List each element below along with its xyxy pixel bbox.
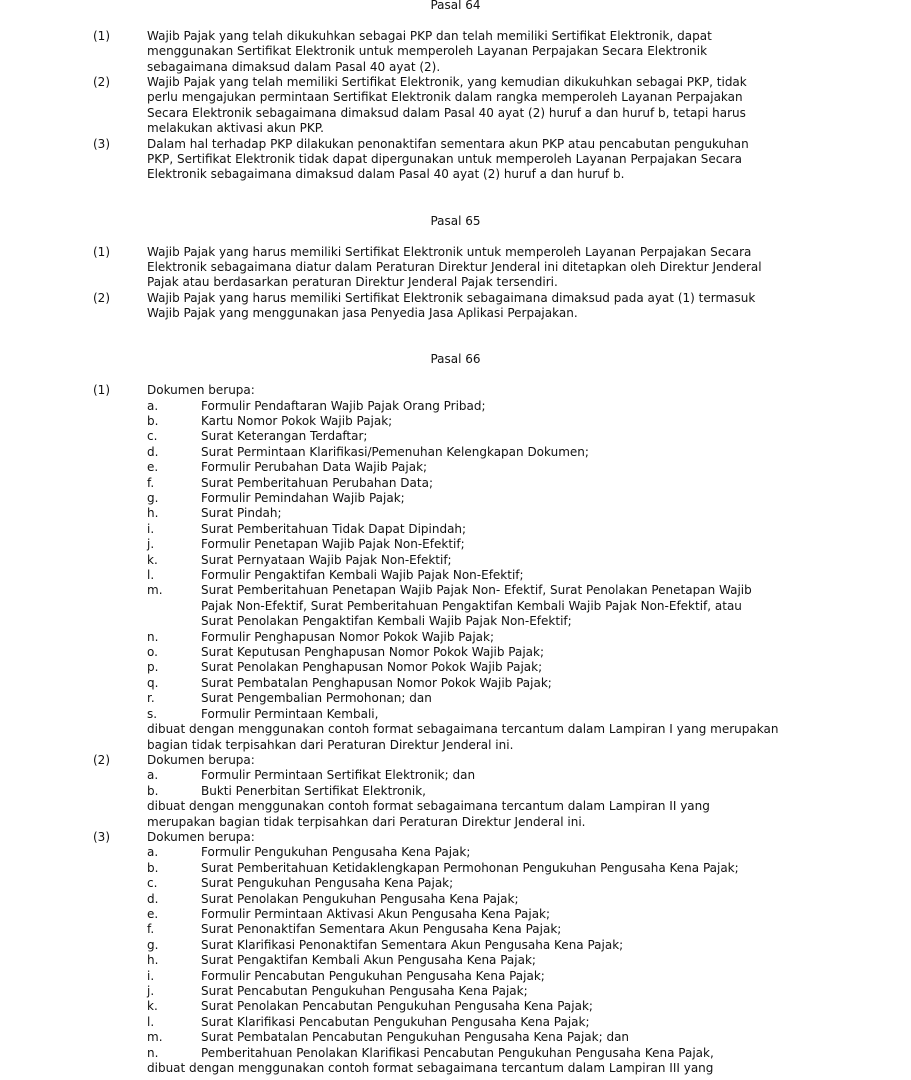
list-letter: j. <box>147 984 155 998</box>
paragraph-text: PKP, Sertifikat Elektronik tidak dapat dipergunakan untuk memperoleh Layanan Perpajakan Secara <box>147 152 742 167</box>
list-item-line <box>0 1015 911 1030</box>
closing-line <box>0 722 911 737</box>
paragraph-text: Wajib Pajak yang harus memiliki Sertifikat Elektronik untuk memperoleh Layanan Perpajakan Secara <box>147 244 752 259</box>
list-item <box>0 583 911 629</box>
list-item-text: Formulir Penetapan Wajib Pajak Non-Efektif; <box>201 537 465 552</box>
list-item <box>0 999 911 1014</box>
list-item <box>0 969 911 984</box>
list-item <box>0 429 911 444</box>
paragraph-text: Secara Elektronik sebagaimana dimaksud dalam Pasal 40 ayat (2) huruf a dan huruf b, tetapi harus <box>147 105 746 120</box>
list-item <box>0 445 911 460</box>
list-item-text: Surat Klarifikasi Pencabutan Pengukuhan Pengusaha Kena Pajak; <box>201 1014 590 1029</box>
list-item-text: Surat Pindah; <box>201 506 282 521</box>
list-item-text: Surat Pembatalan Penghapusan Nomor Pokok Wajib Pajak; <box>201 675 552 690</box>
list-item-line <box>0 969 911 984</box>
list-letter: p. <box>147 660 159 675</box>
list-item <box>0 861 911 876</box>
list-item-line <box>0 784 911 799</box>
list-letter: l. <box>147 568 155 583</box>
list-item-text: Formulir Pencabutan Pengukuhan Pengusaha Kena Pajak; <box>201 968 545 983</box>
list-item-line <box>0 399 911 414</box>
list-item-text: Surat Penolakan Pengukuhan Pengusaha Kena Pajak; <box>201 891 519 906</box>
closing-text: dibuat dengan menggunakan contoh format sebagaimana tercantum dalam Lampiran I yang merupakan <box>147 722 779 737</box>
list-item-line <box>0 676 911 691</box>
article-section <box>0 352 911 1076</box>
list-item <box>0 768 911 783</box>
paragraph-text: sebagaimana dimaksud dalam Pasal 40 ayat (2). <box>147 59 441 74</box>
paragraph-text: Dalam hal terhadap PKP dilakukan penonaktifan sementara akun PKP atau pencabutan pengukuhan <box>147 136 749 151</box>
paragraph-text: Dokumen berupa: <box>147 383 255 398</box>
blank-line <box>0 322 911 337</box>
list-item-text: Surat Pemberitahuan Penetapan Wajib Pajak Non- Efektif, Surat Penolakan Penetapan Wajib <box>201 583 752 598</box>
list-letter: j. <box>147 537 155 552</box>
paragraph-number: (2) <box>93 75 110 90</box>
paragraph-text: Dokumen berupa: <box>147 752 255 767</box>
list-item-line <box>0 414 911 429</box>
paragraph-text: Wajib Pajak yang telah memiliki Sertifikat Elektronik, yang kemudian dikukuhkan sebagai PKP, tidak <box>147 75 747 90</box>
list-item-line <box>0 707 911 722</box>
article-title: Pasal 66 <box>430 352 481 367</box>
paragraph-text: Wajib Pajak yang menggunakan jasa Penyedia Jasa Aplikasi Perpajakan. <box>147 306 578 321</box>
list-item-line <box>0 522 911 537</box>
list-item-text: Surat Pengaktifan Kembali Akun Pengusaha Kena Pajak; <box>201 953 536 968</box>
list-item-text: Surat Pemberitahuan Perubahan Data; <box>201 475 433 490</box>
list-item-text: Formulir Perubahan Data Wajib Pajak; <box>201 460 428 475</box>
list-letter: q. <box>147 675 159 690</box>
list-item-line <box>0 568 911 583</box>
paragraph-item <box>0 383 911 753</box>
closing-line <box>0 799 911 814</box>
list-letter: k. <box>147 552 158 567</box>
list-letter: m. <box>147 1030 163 1045</box>
paragraph-item <box>0 29 911 75</box>
paragraph-line <box>0 753 911 768</box>
article-section <box>0 214 911 322</box>
list-item-text: Surat Pemberitahuan Tidak Dapat Dipindah; <box>201 521 467 536</box>
paragraph-line <box>0 106 911 121</box>
list-item-text: Pajak Non-Efektif, Surat Pemberitahuan Pengaktifan Kembali Wajib Pajak Non-Efektif, atau <box>201 598 742 613</box>
list-item-text: Surat Penolakan Pencabutan Pengukuhan Pengusaha Kena Pajak; <box>201 999 593 1014</box>
list-letter: f. <box>147 475 155 490</box>
closing-line <box>0 1061 911 1076</box>
list-item-line <box>0 999 911 1014</box>
paragraph-line <box>0 260 911 275</box>
paragraph-line <box>0 275 911 290</box>
paragraph-line <box>0 383 911 398</box>
paragraph-number: (3) <box>93 136 110 151</box>
list-item-text: Formulir Pemindahan Wajib Pajak; <box>201 491 405 505</box>
list-item-text: Formulir Permintaan Aktivasi Akun Pengusaha Kena Pajak; <box>201 906 551 921</box>
list-letter: k. <box>147 999 158 1014</box>
list-item-text: Surat Penolakan Penghapusan Nomor Pokok Wajib Pajak; <box>201 660 543 675</box>
paragraph-line <box>0 245 911 260</box>
list-item-line <box>0 907 911 922</box>
paragraph-number: (1) <box>93 28 110 43</box>
list-item-line <box>0 938 911 953</box>
list-item-line <box>0 1030 911 1045</box>
list-item <box>0 399 911 414</box>
paragraph-text: melakukan aktivasi akun PKP. <box>147 121 324 136</box>
list-letter: a. <box>147 845 159 860</box>
list-item <box>0 660 911 675</box>
list-item-line <box>0 861 911 876</box>
list-item-line <box>0 953 911 968</box>
paragraph-line <box>0 60 911 75</box>
closing-line <box>0 815 911 830</box>
list-item <box>0 476 911 491</box>
list-item <box>0 876 911 891</box>
list-item <box>0 907 911 922</box>
list-item-line <box>0 630 911 645</box>
list-item-text: Surat Klarifikasi Penonaktifan Sementara Akun Pengusaha Kena Pajak; <box>201 937 624 952</box>
list-item-text: Surat Permintaan Klarifikasi/Pemenuhan Kelengkapan Dokumen; <box>201 444 589 459</box>
paragraph-text: Wajib Pajak yang harus memiliki Sertifikat Elektronik sebagaimana dimaksud pada ayat (1) termasuk <box>147 290 756 305</box>
list-item <box>0 922 911 937</box>
list-item <box>0 676 911 691</box>
list-letter: n. <box>147 1045 159 1060</box>
list-letter: h. <box>147 953 159 968</box>
paragraph-line <box>0 830 911 845</box>
paragraph-line <box>0 75 911 90</box>
list-item <box>0 707 911 722</box>
list-item <box>0 691 911 706</box>
closing-text: dibuat dengan menggunakan contoh format sebagaimana tercantum dalam Lampiran II yang <box>147 799 710 814</box>
list-letter: e. <box>147 906 159 921</box>
paragraph-text: menggunakan Sertifikat Elektronik untuk memperoleh Layanan Perpajakan Secara Elektronik <box>147 44 708 59</box>
list-item <box>0 568 911 583</box>
article-title: Pasal 65 <box>430 213 481 228</box>
paragraph-text: Elektronik sebagaimana dimaksud dalam Pasal 40 ayat (2) huruf a dan huruf b. <box>147 167 625 182</box>
blank-line <box>0 183 911 198</box>
list-item-line <box>0 660 911 675</box>
list-item-text: Surat Pembatalan Pencabutan Pengukuhan Pengusaha Kena Pajak; dan <box>201 1030 630 1045</box>
paragraph-line <box>0 152 911 167</box>
list-item <box>0 460 911 475</box>
paragraph-number: (3) <box>93 829 110 844</box>
blank-line <box>0 337 911 352</box>
list-letter: b. <box>147 860 159 875</box>
paragraph-text: Elektronik sebagaimana diatur dalam Peraturan Direktur Jenderal ini ditetapkan oleh Direktur Jenderal <box>147 259 762 274</box>
list-item-line <box>0 892 911 907</box>
paragraph-number: (1) <box>93 383 110 398</box>
list-letter: g. <box>147 937 159 952</box>
list-item <box>0 537 911 552</box>
list-letter: a. <box>147 398 159 413</box>
list-letter: c. <box>147 876 158 891</box>
closing-text: dibuat dengan menggunakan contoh format sebagaimana tercantum dalam Lampiran III yang <box>147 1061 714 1076</box>
list-item <box>0 414 911 429</box>
list-item-line <box>0 445 911 460</box>
list-item-text: Surat Pengukuhan Pengusaha Kena Pajak; <box>201 876 454 891</box>
list-letter: i. <box>147 521 155 536</box>
list-letter: d. <box>147 444 159 459</box>
list-item <box>0 984 911 999</box>
list-letter: b. <box>147 783 159 798</box>
list-letter: e. <box>147 460 159 475</box>
blank-line <box>0 368 911 383</box>
paragraph-item <box>0 137 911 183</box>
list-item-line <box>0 614 911 629</box>
list-item-text: Surat Pencabutan Pengukuhan Pengusaha Kena Pajak; <box>201 984 528 998</box>
list-item <box>0 630 911 645</box>
list-item <box>0 1030 911 1045</box>
list-letter: o. <box>147 645 158 660</box>
list-letter: i. <box>147 968 155 983</box>
list-item-text: Formulir Pengaktifan Kembali Wajib Pajak Non-Efektif; <box>201 568 524 583</box>
list-letter: f. <box>147 922 155 937</box>
paragraph-line <box>0 137 911 152</box>
paragraph-text: Pajak atau berdasarkan peraturan Direktur Jenderal Pajak tersendiri. <box>147 275 558 290</box>
list-item-text: Surat Keputusan Penghapusan Nomor Pokok Wajib Pajak; <box>201 645 545 660</box>
list-item-line <box>0 922 911 937</box>
paragraph-item <box>0 245 911 291</box>
list-item <box>0 892 911 907</box>
list-letter: m. <box>147 583 163 598</box>
list-item-line <box>0 553 911 568</box>
closing-line <box>0 738 911 753</box>
list-item-line <box>0 476 911 491</box>
blank-line <box>0 229 911 244</box>
list-item-line <box>0 768 911 783</box>
blank-line <box>0 198 911 213</box>
list-item <box>0 506 911 521</box>
list-item-text: Formulir Permintaan Kembali, <box>201 706 379 721</box>
list-letter: b. <box>147 413 159 428</box>
list-item-line <box>0 845 911 860</box>
paragraph-number: (2) <box>93 752 110 767</box>
list-item-line <box>0 1046 911 1061</box>
list-item <box>0 845 911 860</box>
closing-text: bagian tidak terpisahkan dari Peraturan Direktur Jenderal ini. <box>147 737 514 752</box>
list-item <box>0 1015 911 1030</box>
paragraph-text: Dokumen berupa: <box>147 829 255 844</box>
paragraph-text: Wajib Pajak yang telah dikukuhkan sebagai PKP dan telah memiliki Sertifikat Elektronik, dapat <box>147 28 712 43</box>
paragraph-line <box>0 167 911 182</box>
list-item <box>0 938 911 953</box>
paragraph-item <box>0 753 911 830</box>
list-letter: r. <box>147 691 155 706</box>
list-item-text: Bukti Penerbitan Sertifikat Elektronik, <box>201 783 426 798</box>
list-item-text: Surat Penonaktifan Sementara Akun Pengusaha Kena Pajak; <box>201 922 562 937</box>
list-item-text: Surat Pengembalian Permohonan; dan <box>201 691 432 706</box>
list-item-line <box>0 429 911 444</box>
list-letter: s. <box>147 706 158 721</box>
list-letter: d. <box>147 891 159 906</box>
paragraph-item <box>0 830 911 1077</box>
blank-line <box>0 13 911 28</box>
paragraph-line <box>0 121 911 136</box>
list-item-line <box>0 599 911 614</box>
list-item-text: Pemberitahuan Penolakan Klarifikasi Pencabutan Pengukuhan Pengusaha Kena Pajak, <box>201 1045 714 1060</box>
list-letter: a. <box>147 768 159 783</box>
list-item-line <box>0 537 911 552</box>
list-letter: n. <box>147 629 159 644</box>
list-item <box>0 1046 911 1061</box>
paragraph-line <box>0 44 911 59</box>
paragraph-number: (1) <box>93 244 110 259</box>
list-item-text: Formulir Pengukuhan Pengusaha Kena Pajak; <box>201 845 471 860</box>
list-item <box>0 491 911 506</box>
list-item-text: Formulir Penghapusan Nomor Pokok Wajib Pajak; <box>201 629 495 644</box>
list-item <box>0 953 911 968</box>
list-item-text: Surat Keterangan Terdaftar; <box>201 429 368 444</box>
paragraph-item <box>0 75 911 137</box>
paragraph-text: perlu mengajukan permintaan Sertifikat Elektronik dalam rangka memperoleh Layanan Perpajakan <box>147 90 743 105</box>
list-letter: g. <box>147 491 159 505</box>
list-item-text: Surat Penolakan Pengaktifan Kembali Wajib Pajak Non-Efektif; <box>201 614 572 629</box>
list-letter: l. <box>147 1014 155 1029</box>
list-letter: h. <box>147 506 159 521</box>
list-item-line <box>0 876 911 891</box>
list-item <box>0 553 911 568</box>
list-item-line <box>0 460 911 475</box>
list-item <box>0 522 911 537</box>
paragraph-line <box>0 90 911 105</box>
list-item <box>0 645 911 660</box>
paragraph-item <box>0 291 911 322</box>
list-item-line <box>0 984 911 999</box>
list-item-text: Kartu Nomor Pokok Wajib Pajak; <box>201 413 393 428</box>
paragraph-line <box>0 291 911 306</box>
paragraph-number: (2) <box>93 290 110 305</box>
list-item-line <box>0 645 911 660</box>
paragraph-line <box>0 306 911 321</box>
closing-text: merupakan bagian tidak terpisahkan dari Peraturan Direktur Jenderal ini. <box>147 814 586 829</box>
list-item-text: Formulir Permintaan Sertifikat Elektronik; dan <box>201 768 476 783</box>
paragraph-line <box>0 29 911 44</box>
list-item-line <box>0 583 911 598</box>
list-item-text: Formulir Pendaftaran Wajib Pajak Orang Pribad; <box>201 398 486 413</box>
list-item-text: Surat Pernyataan Wajib Pajak Non-Efektif; <box>201 552 452 567</box>
article-section <box>0 0 911 183</box>
list-letter: c. <box>147 429 158 444</box>
article-title: Pasal 64 <box>430 0 481 12</box>
list-item-text: Surat Pemberitahuan Ketidaklengkapan Permohonan Pengukuhan Pengusaha Kena Pajak; <box>201 860 739 875</box>
list-item-line <box>0 506 911 521</box>
list-item-line <box>0 491 911 506</box>
list-item-line <box>0 691 911 706</box>
list-item <box>0 784 911 799</box>
